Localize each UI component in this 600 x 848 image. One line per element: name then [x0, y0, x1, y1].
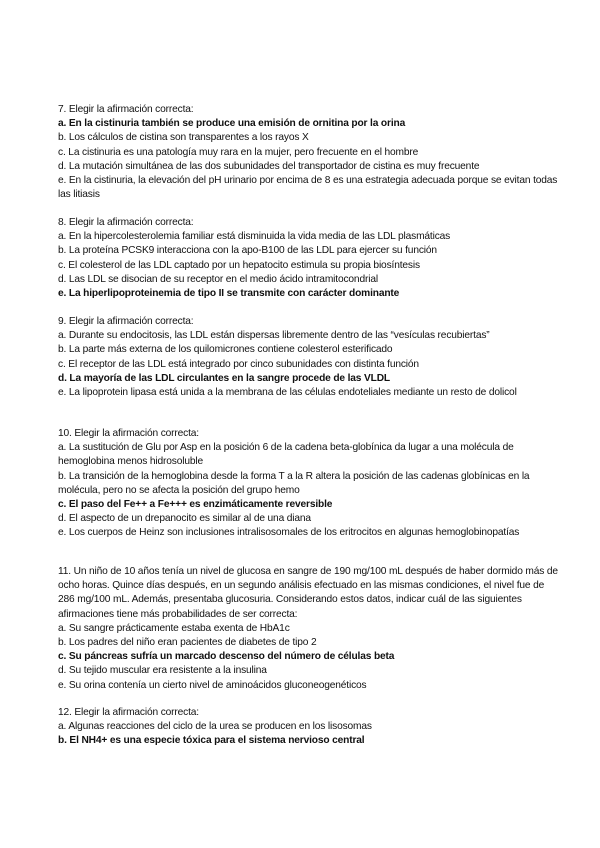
- answer-option: b. La parte más externa de los quilomicrones contiene colesterol esterificado: [58, 344, 393, 356]
- answer-option: b. El NH4+ es una especie tóxica para el sistema nervioso central: [58, 735, 365, 747]
- answer-option: e. Los cuerpos de Heinz son inclusiones intralisosomales de los eritrocitos en algunas hemoglobinopatías: [58, 527, 520, 539]
- answer-option: d. La mayoría de las LDL circulantes en la sangre procede de las VLDL: [58, 372, 390, 384]
- answer-option: c. El paso del Fe++ a Fe+++ es enzimáticamente reversible: [58, 499, 333, 511]
- question-8: [58, 216, 558, 301]
- question-10: [58, 427, 558, 541]
- question-stem: 9. Elegir la afirmación correcta:: [58, 316, 194, 327]
- question-stem: 11. Un niño de 10 años tenía un nivel de glucosa en sangre de 190 mg/100 mL después de haber dormido más de ocho horas. Quince días después, en un segundo análisis efectuado en las mismas condiciones, el nivel fue de 286 mg/100 mL. Además, presentaba glucosuria. Considerando estos datos, indicar cuál de las siguientes afirmaciones tiene más probabilidades de ser correcta:: [58, 566, 558, 620]
- answer-option: b. Los padres del niño eran pacientes de diabetes de tipo 2: [58, 637, 317, 649]
- question-7: [58, 103, 558, 202]
- question-stem: 12. Elegir la afirmación correcta:: [58, 707, 199, 718]
- question-11: [58, 565, 558, 693]
- answer-option: c. El receptor de las LDL está integrado por cinco subunidades con distinta función: [58, 358, 419, 370]
- question-12: [58, 706, 558, 749]
- question-9: [58, 315, 558, 400]
- question-stem: 7. Elegir la afirmación correcta:: [58, 104, 194, 115]
- answer-option: c. La cistinuria es una patología muy rara en la mujer, pero frecuente en el hombre: [58, 146, 419, 158]
- answer-option: a. En la cistinuria también se produce una emisión de ornitina por la orina: [58, 118, 406, 130]
- answer-option: e. Su orina contenía un cierto nivel de aminoácidos gluconeogenéticos: [58, 679, 367, 691]
- answer-option: a. Durante su endocitosis, las LDL están dispersas libremente dentro de las “vesículas recubiertas”: [58, 330, 490, 342]
- answer-option: d. La mutación simultánea de las dos subunidades del transportador de cistina es muy frecuente: [58, 160, 480, 172]
- question-stem: 8. Elegir la afirmación correcta:: [58, 217, 194, 228]
- answer-option: e. La lipoprotein lipasa está unida a la membrana de las células endoteliales mediante un resto de dolicol: [58, 387, 517, 399]
- answer-option: c. Su páncreas sufría un marcado descenso del número de células beta: [58, 651, 395, 663]
- answer-option: b. La transición de la hemoglobina desde la forma T a la R altera la posición de las cadenas globínicas en la molécula, pero no se afecta la posición del grupo hemo: [58, 470, 530, 496]
- answer-option: e. La hiperlipoproteinemia de tipo II se transmite con carácter dominante: [58, 288, 400, 300]
- answer-option: b. Los cálculos de cistina son transparentes a los rayos X: [58, 132, 309, 144]
- answer-option: b. La proteína PCSK9 interacciona con la apo-B100 de las LDL para ejercer su función: [58, 245, 437, 257]
- answer-option: d. Su tejido muscular era resistente a la insulina: [58, 665, 267, 677]
- answer-option: e. En la cistinuria, la elevación del pH urinario por encima de 8 es una estrategia adecuada porque se evitan todas las litiasis: [58, 175, 558, 201]
- answer-option: a. Algunas reacciones del ciclo de la urea se producen en los lisosomas: [58, 721, 372, 733]
- answer-option: d. Las LDL se disocian de su receptor en el medio ácido intramitocondrial: [58, 273, 378, 285]
- answer-option: c. El colesterol de las LDL captado por un hepatocito estimula su propia biosíntesis: [58, 259, 420, 271]
- answer-option: a. Su sangre prácticamente estaba exenta de HbA1c: [58, 622, 290, 634]
- answer-option: a. La sustitución de Glu por Asp en la posición 6 de la cadena beta-globínica da lugar a una molécula de hemoglobina menos hidrosoluble: [58, 442, 514, 468]
- answer-option: a. En la hipercolesterolemia familiar está disminuida la vida media de las LDL plasmáticas: [58, 231, 451, 243]
- question-stem: 10. Elegir la afirmación correcta:: [58, 428, 199, 439]
- answer-option: d. El aspecto de un drepanocito es similar al de una diana: [58, 513, 311, 525]
